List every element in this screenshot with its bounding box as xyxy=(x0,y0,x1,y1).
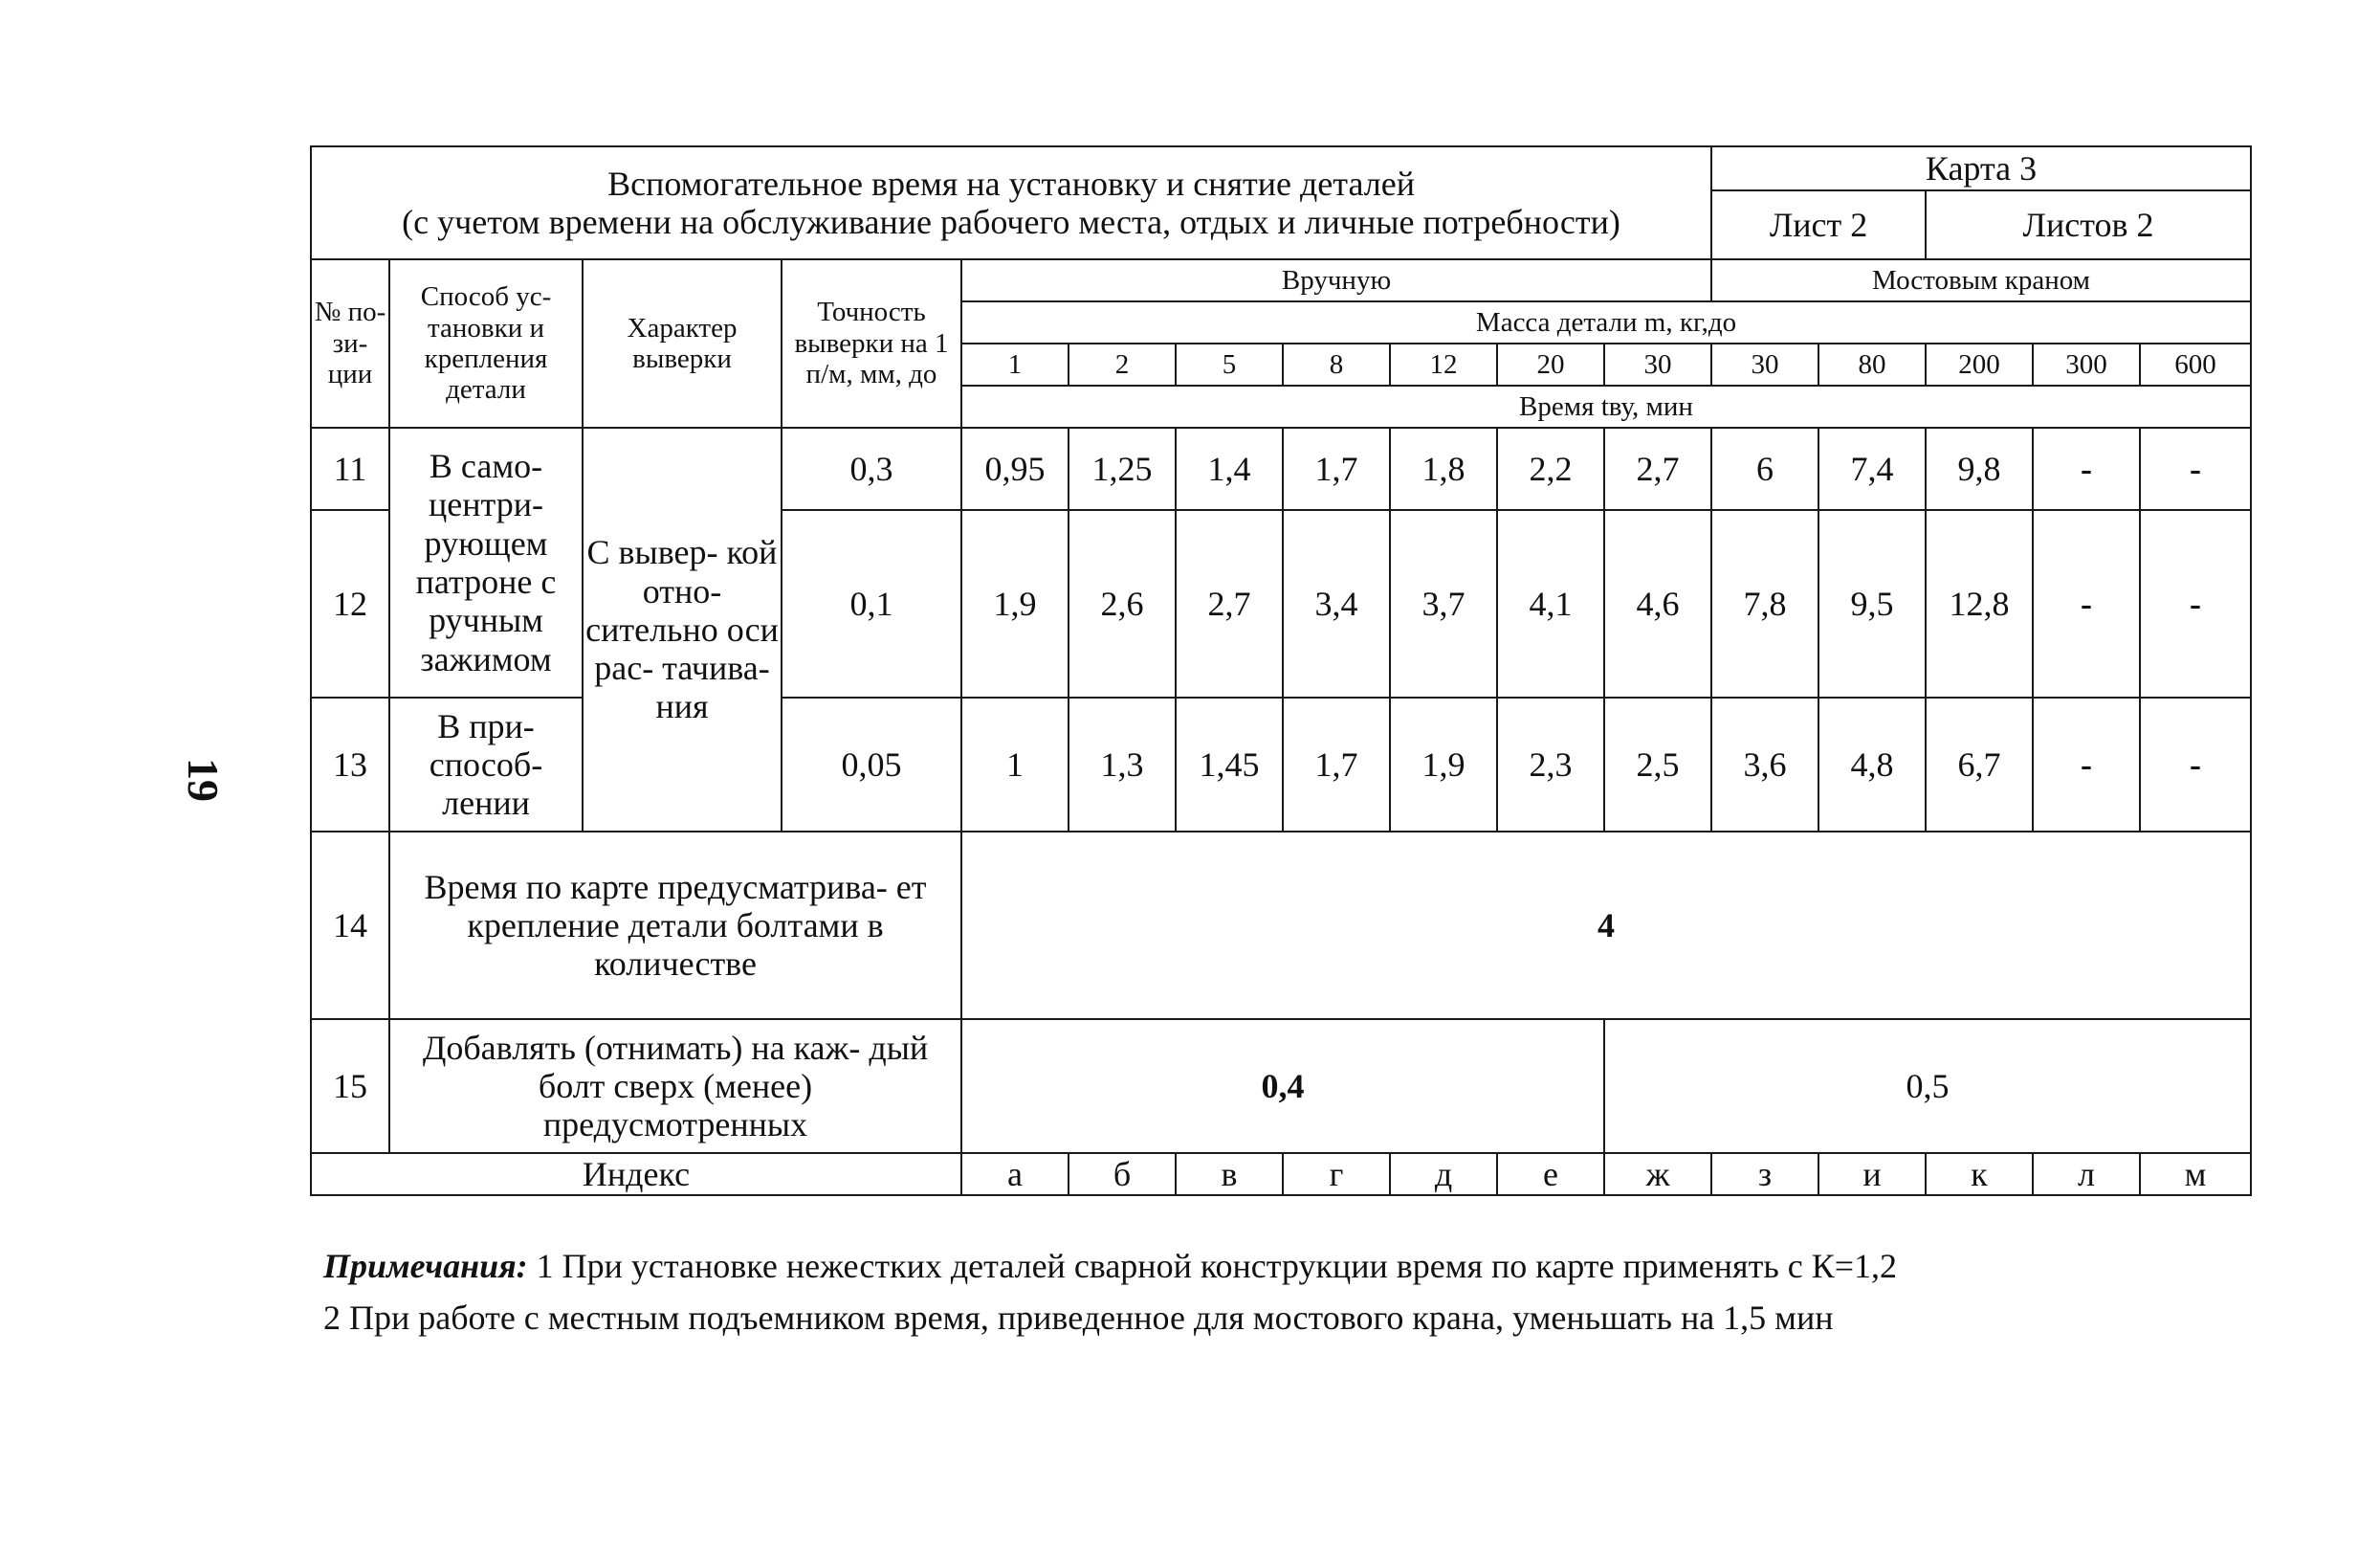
time-cell: - xyxy=(2140,698,2251,832)
time-cell: - xyxy=(2140,510,2251,698)
notes-label: Примечания: xyxy=(323,1247,528,1285)
mass-cell: 8 xyxy=(1283,344,1390,386)
per-bolt-description: Добавлять (отнимать) на каж- дый болт сверх (менее) предусмотренных xyxy=(389,1019,961,1153)
index-label: Индекс xyxy=(311,1153,961,1195)
note-2: 2 При работе с местным подъемником время, приведенное для мостового крана, уменьшать на 1,5 мин xyxy=(323,1299,1834,1337)
accuracy-cell: 0,05 xyxy=(782,698,961,832)
time-cell: 1,4 xyxy=(1176,428,1283,510)
index-letter: ж xyxy=(1604,1153,1711,1195)
position-cell: 15 xyxy=(311,1019,389,1153)
per-bolt-crane: 0,5 xyxy=(1604,1019,2251,1153)
method-fixture: В при- способ- лении xyxy=(389,698,583,832)
time-cell: 1,7 xyxy=(1283,698,1390,832)
time-cell: - xyxy=(2033,510,2140,698)
time-cell: 4,8 xyxy=(1818,698,1926,832)
time-cell: 4,6 xyxy=(1604,510,1711,698)
mass-cell: 200 xyxy=(1926,344,2033,386)
mass-cell: 80 xyxy=(1818,344,1926,386)
mass-cell: 600 xyxy=(2140,344,2251,386)
index-letter: д xyxy=(1390,1153,1497,1195)
table-title xyxy=(311,146,1711,259)
time-cell: - xyxy=(2033,428,2140,510)
header-manual: Вручную xyxy=(961,259,1711,301)
table-row xyxy=(311,1019,2251,1153)
accuracy-cell: 0,1 xyxy=(782,510,961,698)
index-letter: а xyxy=(961,1153,1069,1195)
mass-cell: 2 xyxy=(1069,344,1176,386)
title-line-1: Вспомогательное время на установку и снятие деталей xyxy=(607,164,1415,203)
mass-cell: 30 xyxy=(1711,344,1818,386)
time-cell: 0,95 xyxy=(961,428,1069,510)
header-accuracy: Точность выверки на 1 п/м, мм, до xyxy=(782,259,961,428)
time-cell: 6,7 xyxy=(1926,698,2033,832)
time-card-table xyxy=(310,145,2252,1196)
time-cell: 7,4 xyxy=(1818,428,1926,510)
character-cell: С вывер- кой отно- сительно оси рас- тачива- ния xyxy=(583,428,782,832)
time-cell: - xyxy=(2033,698,2140,832)
time-cell: 9,5 xyxy=(1818,510,1926,698)
time-cell: - xyxy=(2140,428,2251,510)
time-cell: 3,4 xyxy=(1283,510,1390,698)
index-letter: в xyxy=(1176,1153,1283,1195)
time-cell: 1,45 xyxy=(1176,698,1283,832)
page-number: 19 xyxy=(179,758,229,802)
index-letter: е xyxy=(1497,1153,1604,1195)
mass-cell: 1 xyxy=(961,344,1069,386)
bolts-count: 4 xyxy=(961,832,2251,1019)
sheet-number: Лист 2 xyxy=(1711,190,1926,259)
header-method: Способ ус- тановки и крепления детали xyxy=(389,259,583,428)
index-letter: л xyxy=(2033,1153,2140,1195)
index-letter: и xyxy=(1818,1153,1926,1195)
mass-cell: 300 xyxy=(2033,344,2140,386)
bolts-description: Время по карте предусматрива- ет крепление детали болтами в количестве xyxy=(389,832,961,1019)
per-bolt-manual: 0,4 xyxy=(961,1019,1604,1153)
note-1 xyxy=(323,1240,2332,1292)
time-cell: 12,8 xyxy=(1926,510,2033,698)
time-cell: 4,1 xyxy=(1497,510,1604,698)
method-chuck: В само- центри- рующем патроне с ручным зажимом xyxy=(389,428,583,698)
time-cell: 1 xyxy=(961,698,1069,832)
header-crane: Мостовым краном xyxy=(1711,259,2251,301)
index-letter: к xyxy=(1926,1153,2033,1195)
index-letter: г xyxy=(1283,1153,1390,1195)
time-cell: 9,8 xyxy=(1926,428,2033,510)
index-letter: з xyxy=(1711,1153,1818,1195)
position-cell: 11 xyxy=(311,428,389,510)
index-letter: м xyxy=(2140,1153,2251,1195)
index-letter: б xyxy=(1069,1153,1176,1195)
time-cell: 6 xyxy=(1711,428,1818,510)
position-cell: 13 xyxy=(311,698,389,832)
position-cell: 14 xyxy=(311,832,389,1019)
mass-cell: 5 xyxy=(1176,344,1283,386)
header-character: Характер выверки xyxy=(583,259,782,428)
mass-cell: 20 xyxy=(1497,344,1604,386)
table-row xyxy=(311,832,2251,1019)
position-cell: 12 xyxy=(311,510,389,698)
time-cell: 1,7 xyxy=(1283,428,1390,510)
note-1-text: 1 При установке нежестких деталей сварной конструкции время по карте применять с К=1,2 xyxy=(536,1247,1898,1285)
accuracy-cell: 0,3 xyxy=(782,428,961,510)
time-cell: 1,3 xyxy=(1069,698,1176,832)
title-line-2: (с учетом времени на обслуживание рабочего места, отдых и личные потребности) xyxy=(402,203,1620,241)
header-mass: Масса детали m, кг,до xyxy=(961,301,2251,344)
time-cell: 1,9 xyxy=(961,510,1069,698)
time-cell: 2,7 xyxy=(1604,428,1711,510)
time-cell: 1,25 xyxy=(1069,428,1176,510)
time-cell: 2,2 xyxy=(1497,428,1604,510)
time-cell: 1,8 xyxy=(1390,428,1497,510)
mass-cell: 30 xyxy=(1604,344,1711,386)
time-cell: 2,7 xyxy=(1176,510,1283,698)
time-cell: 3,6 xyxy=(1711,698,1818,832)
index-row xyxy=(311,1153,2251,1195)
table-row xyxy=(311,428,2251,510)
time-cell: 2,3 xyxy=(1497,698,1604,832)
time-cell: 2,6 xyxy=(1069,510,1176,698)
header-time: Время tву, мин xyxy=(961,386,2251,428)
time-cell: 1,9 xyxy=(1390,698,1497,832)
time-cell: 2,5 xyxy=(1604,698,1711,832)
time-cell: 3,7 xyxy=(1390,510,1497,698)
mass-cell: 12 xyxy=(1390,344,1497,386)
header-position: № по- зи- ции xyxy=(311,259,389,428)
card-number: Карта 3 xyxy=(1711,146,2251,190)
time-cell: 7,8 xyxy=(1711,510,1818,698)
notes xyxy=(323,1240,2332,1343)
sheet-count: Листов 2 xyxy=(1926,190,2251,259)
